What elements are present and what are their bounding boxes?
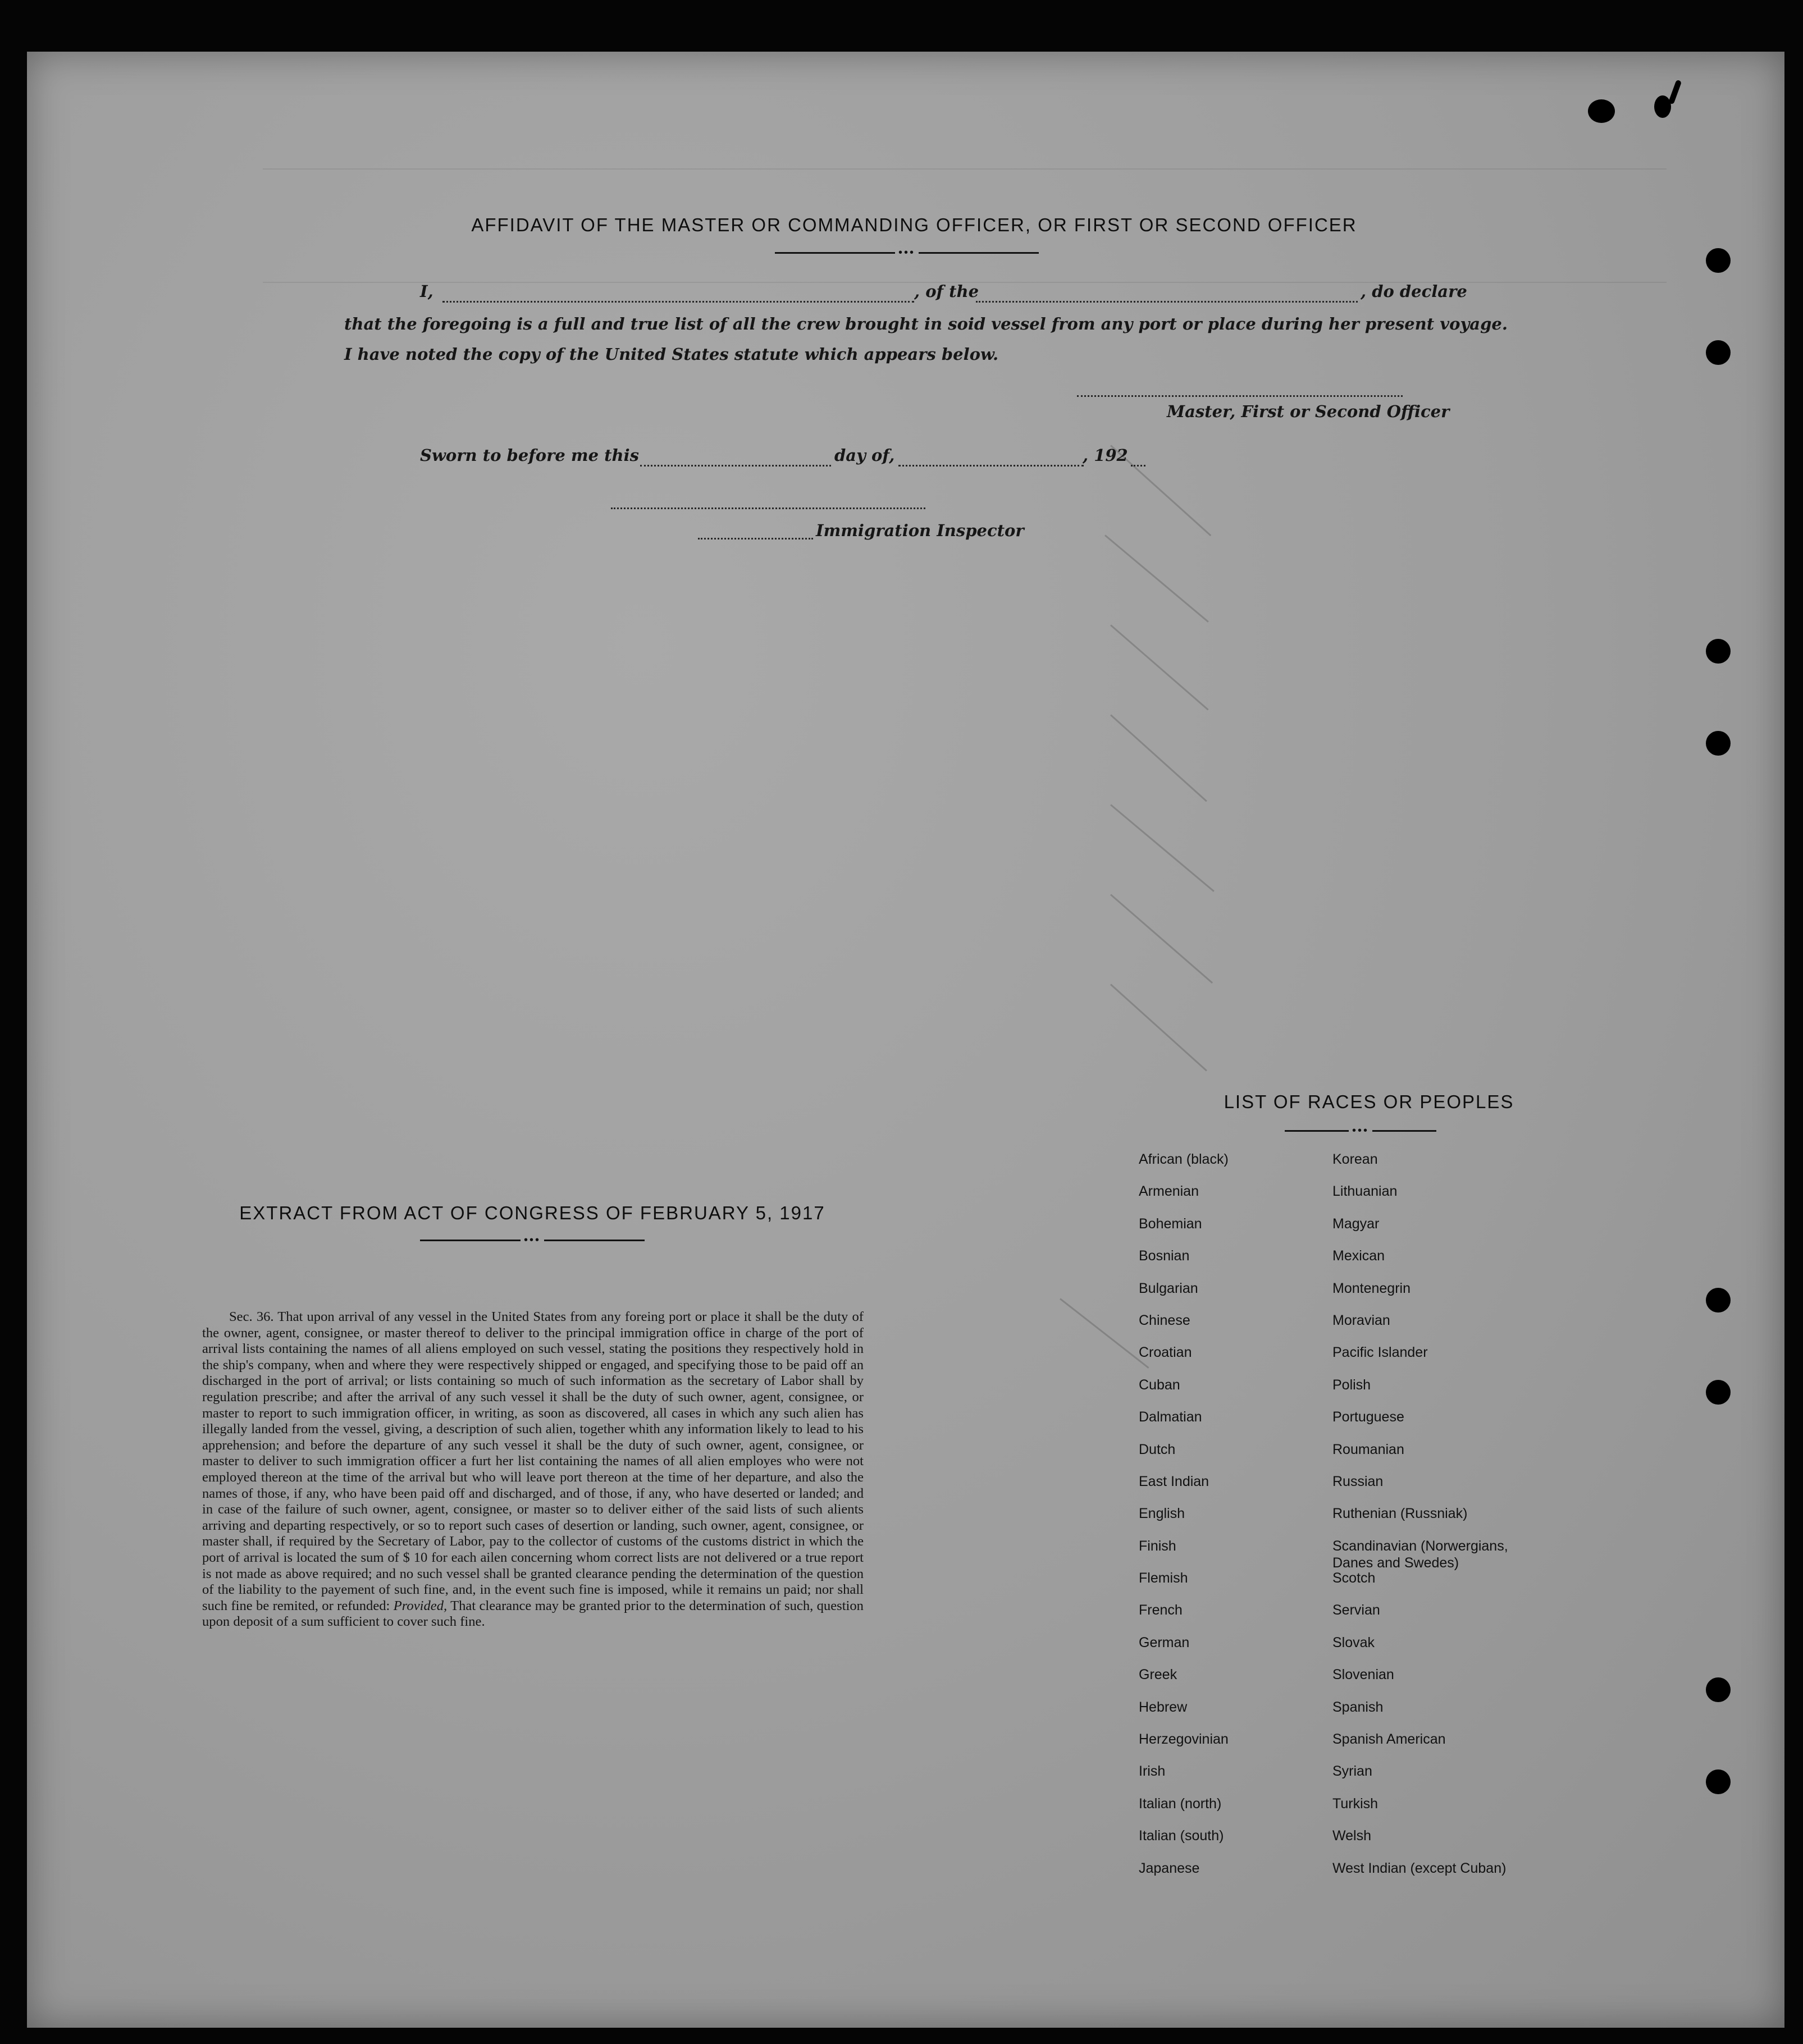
year-label: , 192 — [1083, 446, 1128, 465]
month-blank — [898, 465, 1084, 467]
bleed-through-stroke — [1110, 624, 1209, 710]
race-item: Magyar — [1332, 1215, 1380, 1232]
race-item: Montenegrin — [1332, 1280, 1411, 1296]
inspector-signature-blank — [611, 507, 925, 509]
bleed-through-stroke — [1104, 534, 1209, 623]
race-item: Mexican — [1332, 1248, 1385, 1264]
race-item: African (black) — [1139, 1151, 1229, 1167]
affidavit-line-2: that the foregoing is a full and true list of all the crew brought in soid vessel from any port or place during her present voyage. — [344, 314, 1508, 333]
race-item: French — [1139, 1602, 1183, 1618]
race-item: Turkish — [1332, 1795, 1379, 1812]
bleed-through-stroke — [1110, 894, 1213, 984]
race-item: Scotch — [1332, 1570, 1376, 1586]
heading-rule: ••• — [775, 252, 1039, 254]
day-blank — [640, 465, 831, 467]
statute-proviso: That clearance may be granted prior to the determination of such, question upon deposit of a sum sufficient to cover such fine. — [202, 1598, 864, 1630]
bleed-through-stroke — [1110, 804, 1215, 892]
statute-text — [202, 1309, 864, 1630]
race-item: Slovenian — [1332, 1667, 1394, 1683]
year-blank — [1131, 465, 1145, 467]
race-item: Armenian — [1139, 1183, 1199, 1200]
ink-blot — [1654, 95, 1671, 118]
statute-body: That upon arrival of any vessel in the United States from any foreing port or place it shall be the duty of the owner, agent, consignee, or master thereof to deliver to the principal immigration office in charge of the port of arrival lists containing the names of all aliens employed on such vessel, stating the positions they respectively hold in the ship's company, when and where they were respectively shipped or engaged, and specifying those to be paid off an discharged in the port of arrival; or lists containing so much of such information as the secretary of Labor shall by regulation prescribe; and after the arrival of any such vessel it shall be the duty of such owner, agent, consignee, or master to report to such immigration officer, in writing, as soon as discovered, all cases in which any such alien has illegally landed from the vessel, giving, a description of such alien, together whith any information likely to lead to his apprehension; and before the departure of any such vessel it shall be the duty of such owner, agent, consignee, or master to deliver to such immigration officer a furt her list containing the names of all alien employes who were not employed thereon at the time of the arrival but who will leave port thereon at the time of her departure, and also the names of those, if any, who have been paid off and discharged, and of those, if any, who have deserted or landed; and in case of the failure of such owner, agent, consignee, or master so to deliver either of the said lists of such alients arriving and departing respectively, or so to report such cases of desertion or landing, such owner, agent, consignee, or master shall, if required by the Secretary of Labor, pay to the collector of customs of the customs district in which the port of arrival is located the sum of $ 10 for each ailen concerning whom correct lists are not delivered or a true report is not made as above required; and no such vessel shall be granted clearance pending the determination of the question of the liability to the payement of such fine, and, in the event such fine is imposed, while it remains un paid; nor shall such fine be remited, or refunded: — [202, 1309, 864, 1613]
bleed-through-stroke — [1060, 1298, 1149, 1368]
race-item: Polish — [1332, 1377, 1371, 1393]
race-item: Irish — [1139, 1763, 1166, 1780]
race-item: Japanese — [1139, 1860, 1200, 1876]
section-number: Sec. 36. — [229, 1309, 274, 1324]
race-item: Korean — [1332, 1151, 1378, 1167]
races-heading-rule: ••• — [1285, 1130, 1436, 1132]
race-item: Russian — [1332, 1473, 1384, 1489]
race-item: Croatian — [1139, 1345, 1192, 1361]
name-blank — [442, 301, 914, 303]
race-item: Bosnian — [1139, 1248, 1190, 1264]
race-item: East Indian — [1139, 1473, 1209, 1489]
races-column-left — [1139, 1151, 1318, 1892]
race-item: Italian (south) — [1139, 1828, 1224, 1844]
sworn-label: Sworn to before me this — [420, 446, 639, 465]
master-signature-blank — [1077, 395, 1403, 397]
master-signature-label: Master, First or Second Officer — [1167, 402, 1450, 421]
race-item: Dalmatian — [1139, 1409, 1202, 1425]
punch-hole — [1706, 340, 1731, 365]
race-item: Herzegovinian — [1139, 1731, 1229, 1748]
day-of-label: day of, — [834, 446, 895, 465]
affidavit-of-the: , of the — [914, 282, 979, 301]
affidavit-heading: AFFIDAVIT OF THE MASTER OR COMMANDING OFFICER, OR FIRST OR SECOND OFFICER — [471, 214, 1357, 235]
race-item: Finish — [1139, 1538, 1176, 1554]
race-item: Italian (north) — [1139, 1795, 1222, 1812]
race-item: Spanish — [1332, 1699, 1384, 1715]
race-item: Ruthenian (Russniak) — [1332, 1506, 1468, 1522]
race-item: Cuban — [1139, 1377, 1180, 1393]
affidavit-declare: , do declare — [1361, 282, 1467, 301]
race-item: Pacific Islander — [1332, 1345, 1428, 1361]
affidavit-line-3: I have noted the copy of the United States statute which appears below. — [344, 345, 999, 364]
race-item: Syrian — [1332, 1763, 1372, 1780]
race-item: West Indian (except Cuban) — [1332, 1860, 1507, 1876]
race-item: Greek — [1139, 1667, 1177, 1683]
ink-blot — [1588, 99, 1615, 123]
race-item: Flemish — [1139, 1570, 1188, 1586]
race-item: Bohemian — [1139, 1215, 1202, 1232]
bleed-through-stroke — [1110, 984, 1207, 1071]
race-item: Spanish American — [1332, 1731, 1446, 1748]
race-item: Roumanian — [1332, 1441, 1404, 1457]
race-item: Bulgarian — [1139, 1280, 1198, 1296]
races-column-right — [1332, 1151, 1568, 1892]
race-item: Welsh — [1332, 1828, 1372, 1844]
provided-keyword: Provided, — [393, 1598, 448, 1613]
affidavit-i: I, — [420, 282, 433, 301]
inspector-name-blank — [698, 538, 813, 539]
punch-hole — [1706, 1288, 1731, 1313]
inspector-label: Immigration Inspector — [816, 521, 1024, 540]
bleed-through-line — [263, 168, 1667, 170]
race-item: Hebrew — [1139, 1699, 1188, 1715]
race-item: Scandinavian (Norwergians, Danes and Swedes) — [1332, 1538, 1508, 1571]
punch-hole — [1706, 639, 1731, 664]
punch-hole — [1706, 731, 1731, 756]
race-item: Chinese — [1139, 1312, 1190, 1328]
extract-heading: EXTRACT FROM ACT OF CONGRESS OF FEBRUARY 5, 1917 — [239, 1202, 825, 1223]
race-item: Dutch — [1139, 1441, 1176, 1457]
race-item: Portuguese — [1332, 1409, 1404, 1425]
punch-hole — [1706, 1380, 1731, 1405]
race-item: English — [1139, 1506, 1185, 1522]
race-item: Servian — [1332, 1602, 1380, 1618]
extract-heading-rule: ••• — [420, 1239, 645, 1241]
ink-blot — [1668, 80, 1682, 105]
vessel-blank — [976, 301, 1358, 303]
punch-hole — [1706, 248, 1731, 273]
races-heading: LIST OF RACES OR PEOPLES — [1224, 1091, 1514, 1112]
race-item: Lithuanian — [1332, 1183, 1398, 1200]
punch-hole — [1706, 1677, 1731, 1702]
bleed-through-stroke — [1110, 714, 1207, 802]
race-item: Slovak — [1332, 1634, 1375, 1650]
punch-hole — [1706, 1769, 1731, 1794]
document-page — [27, 52, 1784, 2028]
race-item: German — [1139, 1634, 1190, 1650]
race-item: Moravian — [1332, 1312, 1390, 1328]
